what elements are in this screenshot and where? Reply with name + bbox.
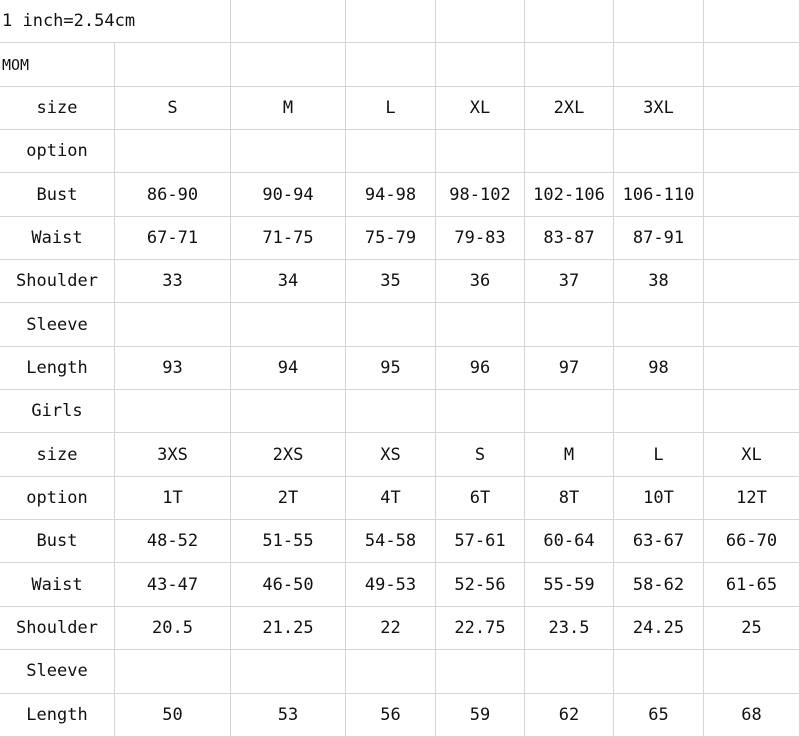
girls-section-title: Girls xyxy=(0,390,115,433)
empty-cell xyxy=(346,0,436,43)
empty-cell xyxy=(346,390,436,433)
mom-row-label: Waist xyxy=(0,217,115,260)
girls-cell: 43-47 xyxy=(115,563,231,606)
mom-cell xyxy=(436,130,525,173)
girls-cell xyxy=(436,650,525,693)
empty-cell xyxy=(704,43,800,86)
girls-cell: 68 xyxy=(704,694,800,737)
mom-cell: 71-75 xyxy=(231,217,346,260)
mom-cell xyxy=(346,130,436,173)
mom-cell: 3XL xyxy=(614,87,704,130)
girls-cell: 21.25 xyxy=(231,607,346,650)
girls-cell: 24.25 xyxy=(614,607,704,650)
girls-cell: 2T xyxy=(231,477,346,520)
mom-cell xyxy=(346,303,436,346)
empty-cell xyxy=(614,390,704,433)
empty-cell xyxy=(704,0,800,43)
girls-cell: 59 xyxy=(436,694,525,737)
empty-cell xyxy=(436,0,525,43)
girls-cell: 61-65 xyxy=(704,563,800,606)
girls-row-label: Length xyxy=(0,694,115,737)
girls-row-label: size xyxy=(0,433,115,476)
mom-cell xyxy=(231,303,346,346)
mom-cell: 34 xyxy=(231,260,346,303)
mom-cell: 102-106 xyxy=(525,173,614,216)
mom-cell: 96 xyxy=(436,347,525,390)
girls-cell xyxy=(346,650,436,693)
mom-cell xyxy=(704,87,800,130)
girls-cell: 46-50 xyxy=(231,563,346,606)
girls-cell: 8T xyxy=(525,477,614,520)
empty-cell xyxy=(525,43,614,86)
mom-cell: 2XL xyxy=(525,87,614,130)
mom-cell: 97 xyxy=(525,347,614,390)
girls-cell: 60-64 xyxy=(525,520,614,563)
girls-cell: 23.5 xyxy=(525,607,614,650)
mom-cell xyxy=(231,130,346,173)
girls-cell: XS xyxy=(346,433,436,476)
mom-cell: 36 xyxy=(436,260,525,303)
girls-cell: 20.5 xyxy=(115,607,231,650)
empty-cell xyxy=(436,390,525,433)
mom-cell: 67-71 xyxy=(115,217,231,260)
mom-cell xyxy=(525,130,614,173)
girls-cell: 22 xyxy=(346,607,436,650)
mom-cell: 87-91 xyxy=(614,217,704,260)
girls-cell: 48-52 xyxy=(115,520,231,563)
mom-cell: 86-90 xyxy=(115,173,231,216)
mom-cell xyxy=(704,130,800,173)
girls-cell xyxy=(115,650,231,693)
mom-row-label: Length xyxy=(0,347,115,390)
girls-cell: XL xyxy=(704,433,800,476)
empty-cell xyxy=(115,390,231,433)
mom-cell: 98-102 xyxy=(436,173,525,216)
empty-cell xyxy=(231,43,346,86)
empty-cell xyxy=(231,0,346,43)
girls-row-label: option xyxy=(0,477,115,520)
mom-cell: 98 xyxy=(614,347,704,390)
mom-cell: L xyxy=(346,87,436,130)
girls-cell: 56 xyxy=(346,694,436,737)
girls-row-label: Waist xyxy=(0,563,115,606)
girls-cell xyxy=(231,650,346,693)
girls-cell: 63-67 xyxy=(614,520,704,563)
mom-cell xyxy=(614,303,704,346)
empty-cell xyxy=(614,0,704,43)
empty-cell xyxy=(346,43,436,86)
girls-cell: 52-56 xyxy=(436,563,525,606)
girls-cell xyxy=(614,650,704,693)
girls-cell: 49-53 xyxy=(346,563,436,606)
empty-cell xyxy=(525,390,614,433)
mom-cell: 106-110 xyxy=(614,173,704,216)
mom-cell: XL xyxy=(436,87,525,130)
girls-row-label: Shoulder xyxy=(0,607,115,650)
mom-cell: 33 xyxy=(115,260,231,303)
empty-cell xyxy=(436,43,525,86)
girls-cell: 65 xyxy=(614,694,704,737)
mom-cell xyxy=(614,130,704,173)
girls-cell: 50 xyxy=(115,694,231,737)
girls-cell: 10T xyxy=(614,477,704,520)
mom-cell: 75-79 xyxy=(346,217,436,260)
girls-cell: 4T xyxy=(346,477,436,520)
mom-cell: 94 xyxy=(231,347,346,390)
mom-cell xyxy=(525,303,614,346)
mom-cell: 95 xyxy=(346,347,436,390)
empty-cell xyxy=(231,390,346,433)
girls-cell: S xyxy=(436,433,525,476)
girls-cell xyxy=(704,650,800,693)
mom-cell: 38 xyxy=(614,260,704,303)
mom-cell: 94-98 xyxy=(346,173,436,216)
girls-cell: 55-59 xyxy=(525,563,614,606)
empty-cell xyxy=(525,0,614,43)
mom-cell: 35 xyxy=(346,260,436,303)
mom-cell: M xyxy=(231,87,346,130)
mom-row-label: Shoulder xyxy=(0,260,115,303)
mom-cell: 37 xyxy=(525,260,614,303)
girls-row-label: Bust xyxy=(0,520,115,563)
girls-cell: 12T xyxy=(704,477,800,520)
mom-section-title: MOM xyxy=(0,43,115,86)
mom-cell xyxy=(115,130,231,173)
girls-cell: 66-70 xyxy=(704,520,800,563)
girls-cell: 54-58 xyxy=(346,520,436,563)
mom-cell xyxy=(436,303,525,346)
girls-cell: 22.75 xyxy=(436,607,525,650)
mom-cell: 93 xyxy=(115,347,231,390)
girls-cell: 57-61 xyxy=(436,520,525,563)
mom-cell: 83-87 xyxy=(525,217,614,260)
girls-cell: 58-62 xyxy=(614,563,704,606)
mom-cell xyxy=(115,303,231,346)
girls-cell: M xyxy=(525,433,614,476)
girls-cell: 25 xyxy=(704,607,800,650)
girls-cell: 53 xyxy=(231,694,346,737)
empty-cell xyxy=(614,43,704,86)
unit-note: 1 inch=2.54cm xyxy=(0,0,231,43)
mom-row-label: Sleeve xyxy=(0,303,115,346)
mom-cell xyxy=(704,217,800,260)
girls-cell: 2XS xyxy=(231,433,346,476)
girls-cell: L xyxy=(614,433,704,476)
mom-cell: 90-94 xyxy=(231,173,346,216)
girls-cell xyxy=(525,650,614,693)
empty-cell xyxy=(704,390,800,433)
girls-cell: 1T xyxy=(115,477,231,520)
mom-row-label: option xyxy=(0,130,115,173)
mom-cell xyxy=(704,173,800,216)
mom-cell xyxy=(704,303,800,346)
mom-cell xyxy=(704,347,800,390)
mom-cell: S xyxy=(115,87,231,130)
empty-cell xyxy=(115,43,231,86)
mom-row-label: Bust xyxy=(0,173,115,216)
girls-cell: 51-55 xyxy=(231,520,346,563)
girls-cell: 3XS xyxy=(115,433,231,476)
mom-cell: 79-83 xyxy=(436,217,525,260)
mom-cell xyxy=(704,260,800,303)
mom-row-label: size xyxy=(0,87,115,130)
girls-cell: 6T xyxy=(436,477,525,520)
girls-row-label: Sleeve xyxy=(0,650,115,693)
girls-cell: 62 xyxy=(525,694,614,737)
